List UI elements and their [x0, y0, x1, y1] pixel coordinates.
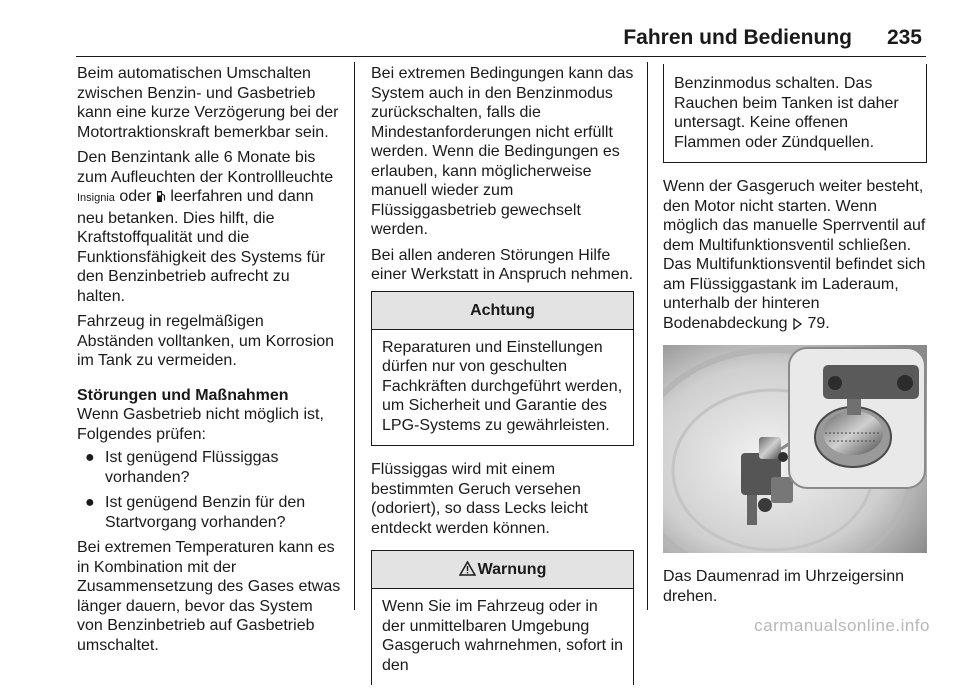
paragraph: Wenn der Gasgeruch weiter besteht, den Motor nicht starten. Wenn möglich das manuelle Sperrventil auf dem Multifunktionsventil schließen. Das Multifunktionsventil befindet sich am Flüssiggastank im Laderaum, unterhalb der hinteren Bodenabdeckung 79. [663, 177, 927, 335]
warning-triangle-icon [459, 553, 476, 590]
page-reference-arrow-icon [792, 316, 803, 336]
valve-photo [663, 345, 927, 553]
paragraph: Den Benzintank alle 6 Monate bis zum Aufleuchten der Kontrollleuchte Insignia oder leerfahren und dann neu betanken. Dies hilft, die Kraftstoffqualität und die Funktionsfähigkeit des Systems für den Benzinbetrieb aufrecht zu halten. [77, 149, 334, 305]
paragraph: Wenn Gasbetrieb nicht möglich ist, Folgendes prüfen: [77, 406, 324, 443]
paragraph: Bei allen anderen Störungen Hilfe einer Werkstatt in Anspruch nehmen. [371, 246, 634, 283]
caution-text: Reparaturen und Einstellungen dürfen nur von geschulten Fachkräften durchgeführt werden, um Sicherheit und Garantie des LPG-Systems zu gewährleisten. [382, 338, 623, 434]
paragraph: Fahrzeug in regelmäßigen Abständen volltanken, um Korrosion im Tank zu vermeiden. [77, 313, 335, 369]
column-divider-1 [354, 62, 355, 610]
watermark: carmanualsonline.info [754, 616, 930, 635]
bullet-list [77, 448, 341, 532]
page-reference[interactable]: 79. [807, 314, 830, 332]
page-number: 235 [886, 26, 922, 49]
column-2 [371, 64, 634, 699]
list-item: ● Ist genügend Flüssiggas vorhanden? [85, 449, 279, 486]
paragraph: Beim automatischen Umschalten zwischen Benzin- und Gasbetrieb kann eine kurze Verzögerung bei der Motortraktionskraft bemerkbar sein. [77, 65, 339, 141]
section-heading: Störungen und Maßnahmen [77, 386, 289, 404]
bullet-icon: ● [85, 449, 95, 466]
column-3 [663, 64, 927, 612]
page-title: Fahren und Bedienung [623, 26, 852, 49]
image-caption: Das Daumenrad im Uhrzeigersinn drehen. [663, 568, 904, 605]
page-header [0, 26, 960, 56]
warning-text-continued: Benzinmodus schalten. Das Rauchen beim Tanken ist daher untersagt. Keine offenen Flammen oder Zündquellen. [674, 75, 899, 151]
paragraph: Bei extremen Temperaturen kann es in Kombination mit der Zusammensetzung des Gases etwas länger dauern, bevor das System von Benzinbetrieb auf Gasbetrieb umschaltet. [77, 539, 341, 654]
paragraph: Bei extremen Bedingungen kann das System auch in den Benzinmodus zurückschalten, falls die Mindestanforderungen nicht erfüllt werden. Wenn die Bedingungen es erlauben, kann möglicherweise manuell wieder zum Flüssiggasbetrieb gewechselt werden. [371, 65, 634, 238]
insignia-logo-text: Insignia [77, 192, 115, 204]
warning-text: Wenn Sie im Fahrzeug oder in der unmittelbaren Umgebung Gasgeruch wahrnehmen, sofort in den [382, 598, 624, 674]
warning-box [371, 550, 634, 685]
header-rule [76, 56, 926, 57]
caution-box [371, 291, 634, 447]
caution-title: Achtung [372, 292, 633, 330]
paragraph: Flüssiggas wird mit einem bestimmten Geruch versehen (odoriert), so dass Lecks leicht entdeckt werden können. [371, 461, 588, 537]
warning-header [372, 551, 633, 589]
warning-title: Warnung [477, 561, 547, 578]
column-divider-2 [647, 62, 648, 610]
warning-box-continued [663, 64, 927, 163]
list-item: ● Ist genügend Benzin für den Startvorgang vorhanden? [85, 494, 306, 531]
fuel-pump-icon [156, 189, 166, 209]
bullet-icon: ● [85, 494, 95, 511]
column-1 [77, 64, 341, 661]
